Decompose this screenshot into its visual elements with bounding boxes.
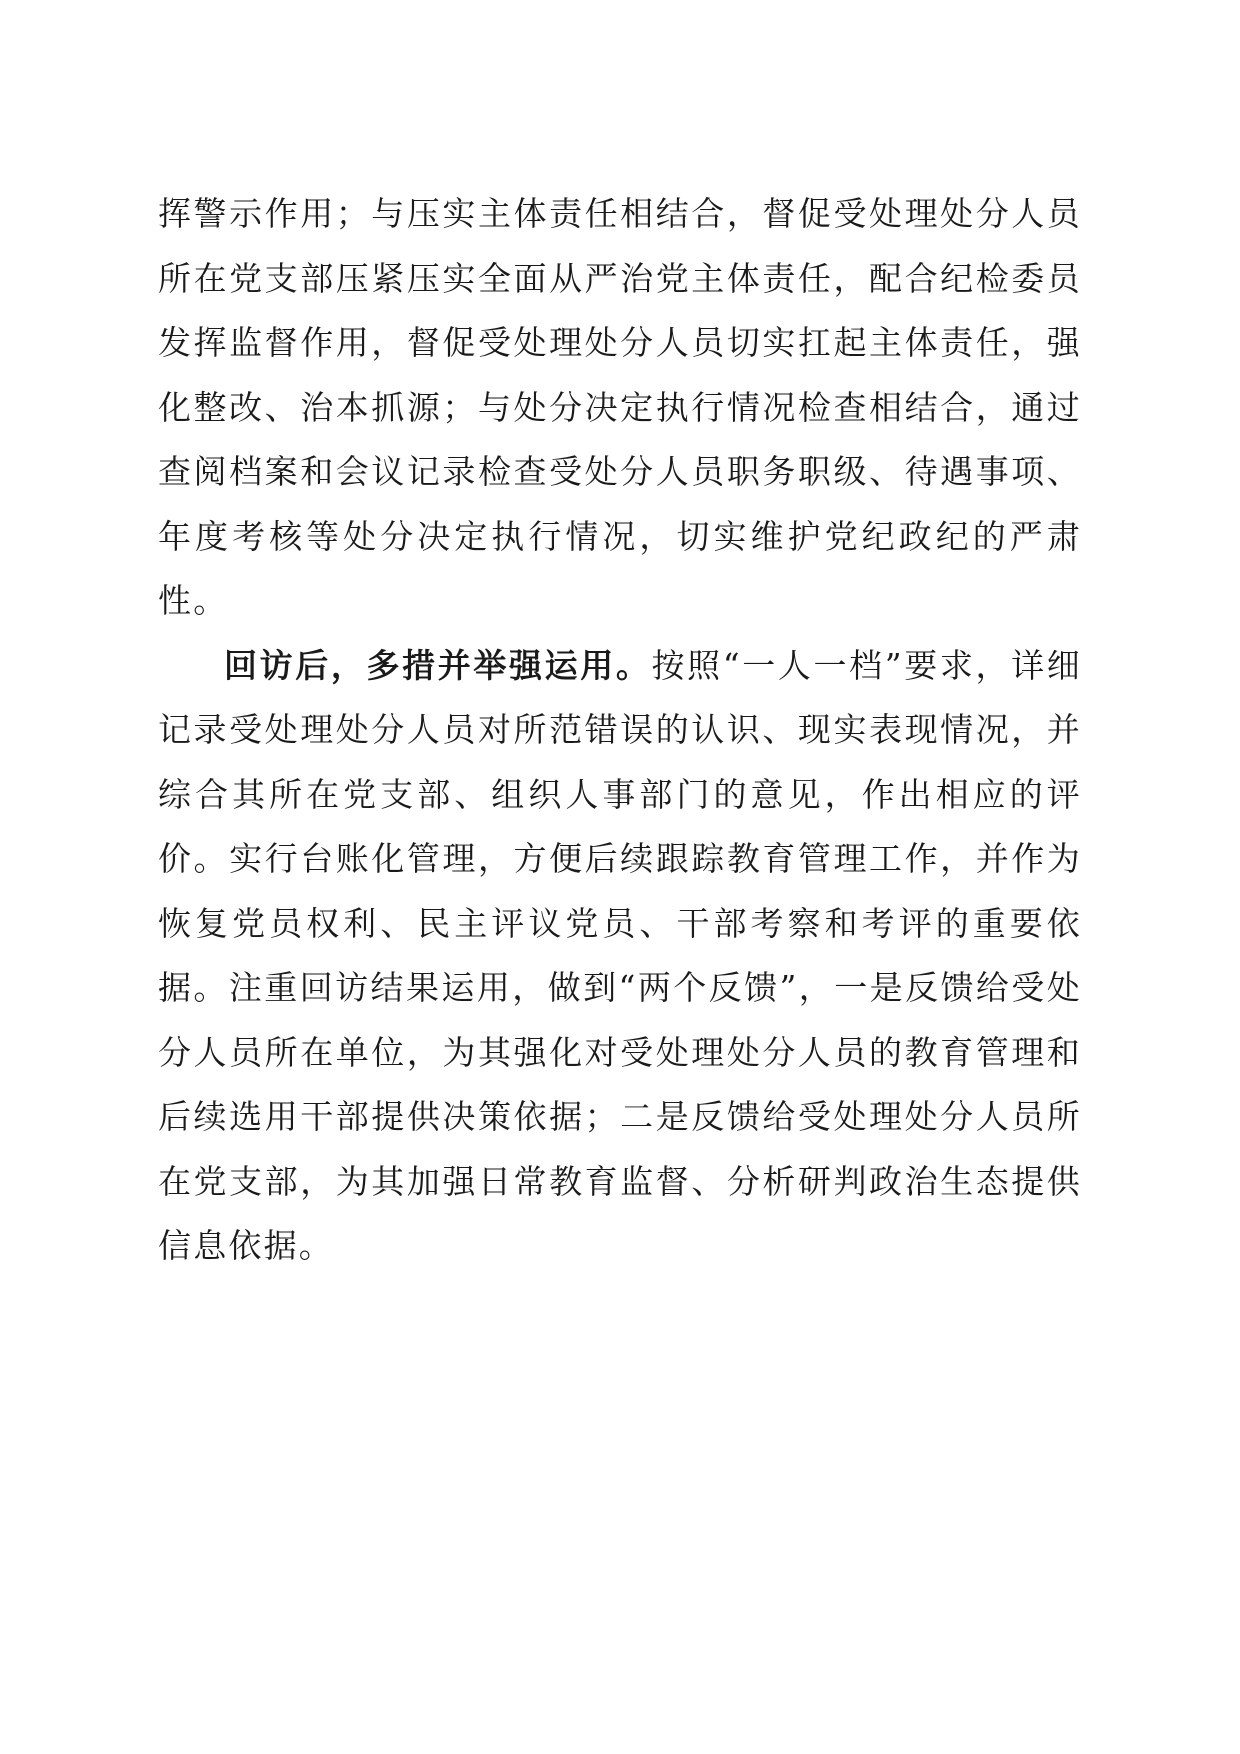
paragraph-after-visit <box>158 634 1082 1279</box>
paragraph-text: 按照“一人一档”要求，详细记录受处理处分人员对所范错误的认识、现实表现情况，并综合其所在党支部、组织人事部门的意见，作出相应的评价。实行台账化管理，方便后续跟踪教育管理工作，并作为恢复党员权利、民主评议党员、干部考察和考评的重要依据。注重回访结果运用，做到“两个反馈”，一是反馈给受处分人员所在单位，为其强化对受处理处分人员的教育管理和后续选用干部提供决策依据；二是反馈给受处理处分人员所在党支部，为其加强日常教育监督、分析研判政治生态提供信息依据。 <box>158 645 1082 1265</box>
paragraph-continuation <box>158 182 1082 634</box>
document-body <box>158 182 1082 1279</box>
paragraph-lead-heading: 回访后，多措并举强运用。 <box>224 645 652 685</box>
paragraph-text: 挥警示作用；与压实主体责任相结合，督促受处理处分人员所在党支部压紧压实全面从严治党主体责任，配合纪检委员发挥监督作用，督促受处理处分人员切实扛起主体责任，强化整改、治本抓源；与处分决定执行情况检查相结合，通过查阅档案和会议记录检查受处分人员职务职级、待遇事项、年度考核等处分决定执行情况，切实维护党纪政纪的严肃性。 <box>158 194 1082 620</box>
